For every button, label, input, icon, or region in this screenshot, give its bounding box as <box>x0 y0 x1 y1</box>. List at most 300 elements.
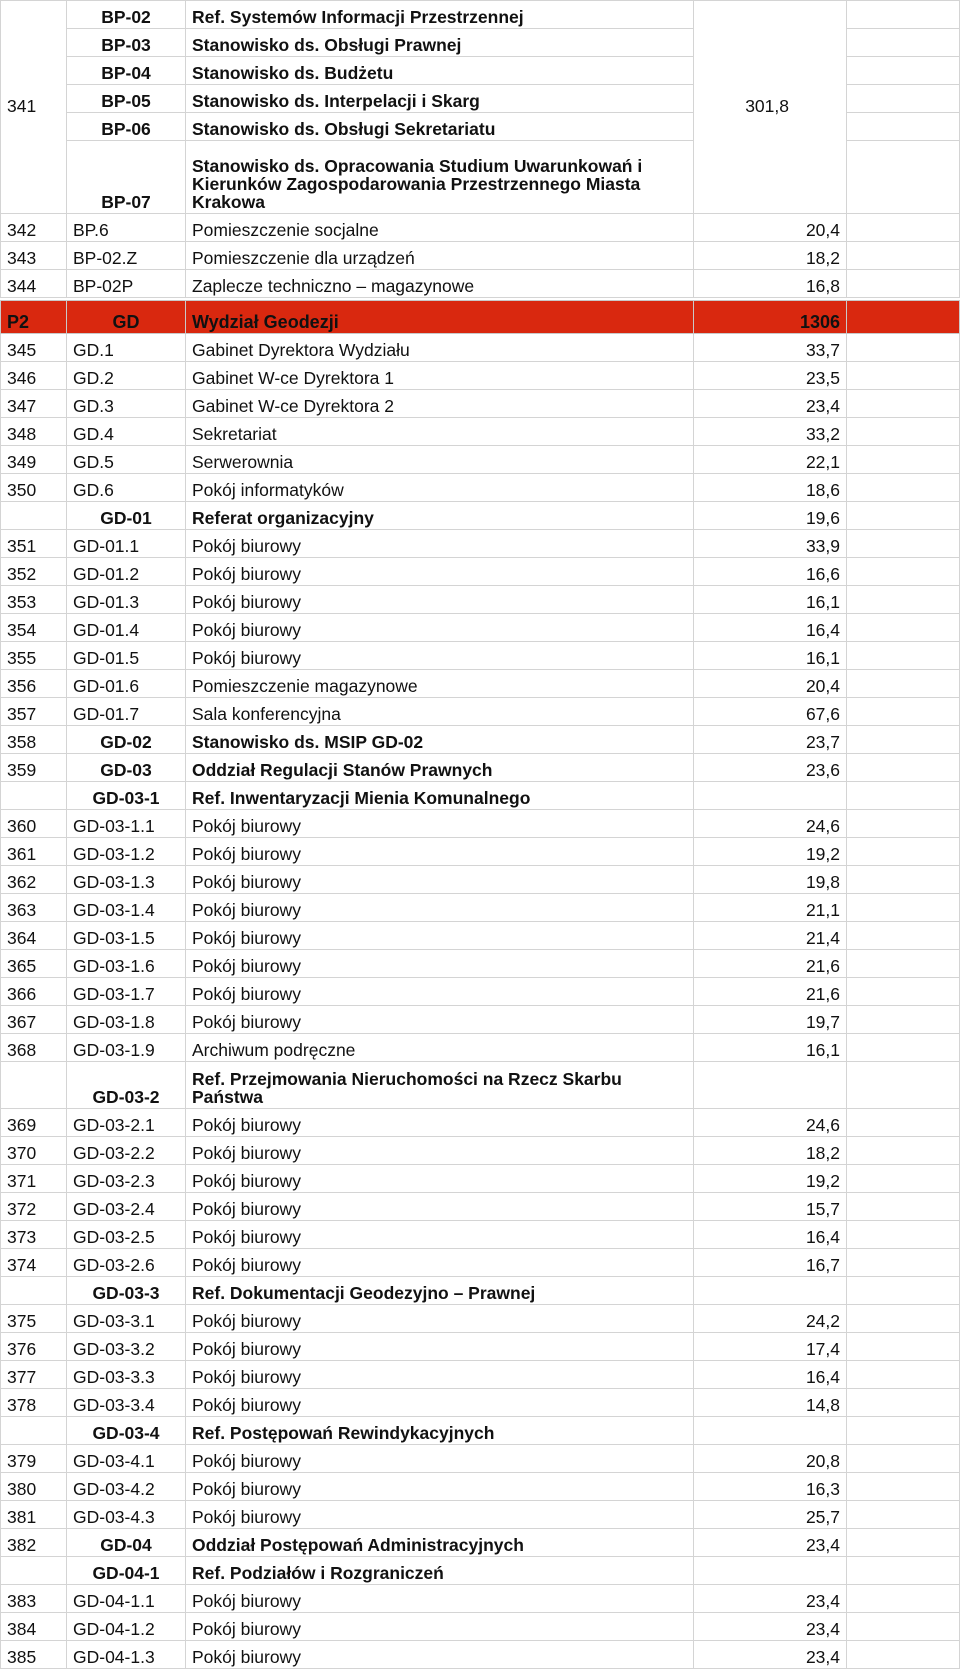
empty-cell <box>847 1193 960 1221</box>
room-number-cell: 358 <box>1 726 67 754</box>
unit-name-cell: Stanowisko ds. Budżetu <box>186 57 694 85</box>
unit-code-cell: BP-07 <box>67 141 186 214</box>
area-cell: 19,6 <box>694 502 847 530</box>
empty-cell <box>847 113 960 141</box>
room-number-cell: 385 <box>1 1641 67 1669</box>
empty-cell <box>847 978 960 1006</box>
room-name-cell: Pokój biurowy <box>186 642 694 670</box>
table-row <box>1 1165 960 1193</box>
area-cell: 19,8 <box>694 866 847 894</box>
area-cell: 16,7 <box>694 1249 847 1277</box>
room-name-cell: Gabinet W-ce Dyrektora 2 <box>186 390 694 418</box>
empty-cell <box>847 1165 960 1193</box>
unit-code-cell: BP-02 <box>67 1 186 29</box>
empty-cell <box>847 642 960 670</box>
room-number-cell: 356 <box>1 670 67 698</box>
empty-cell <box>847 242 960 270</box>
room-name-cell: Pokój biurowy <box>186 1006 694 1034</box>
room-code-cell: GD-03-2.3 <box>67 1165 186 1193</box>
room-number-cell: 370 <box>1 1137 67 1165</box>
table-row <box>1 586 960 614</box>
empty-cell <box>847 362 960 390</box>
room-number-cell: 355 <box>1 642 67 670</box>
table-row <box>1 1277 960 1305</box>
table-row <box>1 1193 960 1221</box>
area-cell <box>694 1557 847 1585</box>
area-cell <box>694 782 847 810</box>
table-row <box>1 754 960 782</box>
room-name-cell: Oddział Postępowań Administracyjnych <box>186 1529 694 1557</box>
room-code-cell: GD-03-1 <box>67 782 186 810</box>
empty-cell <box>847 1473 960 1501</box>
room-number-cell: 372 <box>1 1193 67 1221</box>
room-number-cell: 346 <box>1 362 67 390</box>
table-row <box>1 362 960 390</box>
room-name-cell: Oddział Regulacji Stanów Prawnych <box>186 754 694 782</box>
room-name-cell: Archiwum podręczne <box>186 1034 694 1062</box>
table-row <box>1 1529 960 1557</box>
table-row <box>1 726 960 754</box>
empty-cell <box>847 57 960 85</box>
main-table <box>0 300 960 1669</box>
room-name-cell: Pokój biurowy <box>186 1361 694 1389</box>
table-row <box>1 446 960 474</box>
room-name-cell: Ref. Dokumentacji Geodezyjno – Prawnej <box>186 1277 694 1305</box>
room-number-cell: 375 <box>1 1305 67 1333</box>
area-cell <box>694 1277 847 1305</box>
empty-cell <box>847 754 960 782</box>
room-code-cell: GD-03-4 <box>67 1417 186 1445</box>
room-number-cell <box>1 1417 67 1445</box>
room-code-cell: GD-03-3.2 <box>67 1333 186 1361</box>
empty-cell <box>847 214 960 242</box>
room-name-cell: Pokój biurowy <box>186 1473 694 1501</box>
unit-code-cell: BP-05 <box>67 85 186 113</box>
room-name-cell: Pokój biurowy <box>186 1501 694 1529</box>
empty-cell <box>847 1529 960 1557</box>
unit-code-cell: BP-03 <box>67 29 186 57</box>
room-code-cell: GD-01.2 <box>67 558 186 586</box>
room-name-cell: Pokój biurowy <box>186 950 694 978</box>
room-number-cell: 383 <box>1 1585 67 1613</box>
empty-cell <box>847 85 960 113</box>
room-code-cell: GD-01.6 <box>67 670 186 698</box>
empty-cell <box>847 1501 960 1529</box>
room-code-cell: GD-03-2 <box>67 1062 186 1109</box>
room-name-cell: Pokój informatyków <box>186 474 694 502</box>
room-name-cell: Gabinet W-ce Dyrektora 1 <box>186 362 694 390</box>
empty-cell <box>847 1585 960 1613</box>
table-row <box>1 1006 960 1034</box>
room-code-cell: GD-03-1.7 <box>67 978 186 1006</box>
table-row <box>1 1417 960 1445</box>
area-cell: 22,1 <box>694 446 847 474</box>
room-name-cell: Pokój biurowy <box>186 838 694 866</box>
room-code-cell: BP.6 <box>67 214 186 242</box>
room-code-cell: GD-01.1 <box>67 530 186 558</box>
room-name-cell: Pokój biurowy <box>186 1137 694 1165</box>
room-name-cell: Pokój biurowy <box>186 1333 694 1361</box>
area-cell: 23,7 <box>694 726 847 754</box>
area-cell: 16,4 <box>694 1361 847 1389</box>
table-row <box>1 978 960 1006</box>
room-code-cell: GD-01 <box>67 502 186 530</box>
room-code-cell: GD-03-2.1 <box>67 1109 186 1137</box>
room-code-cell: GD-03-3.4 <box>67 1389 186 1417</box>
room-number-cell: 341 <box>1 1 67 214</box>
room-code-cell: GD.4 <box>67 418 186 446</box>
room-code-cell: GD.5 <box>67 446 186 474</box>
room-number-cell: 373 <box>1 1221 67 1249</box>
unit-name-cell: Stanowisko ds. Interpelacji i Skarg <box>186 85 694 113</box>
table-row <box>1 558 960 586</box>
room-name-cell: Sekretariat <box>186 418 694 446</box>
area-cell: 18,6 <box>694 474 847 502</box>
room-code-cell: GD.2 <box>67 362 186 390</box>
room-code-cell: GD-03-2.2 <box>67 1137 186 1165</box>
department-header-row <box>1 301 960 334</box>
table-row <box>1 866 960 894</box>
room-code-cell: GD-03-1.1 <box>67 810 186 838</box>
empty-cell <box>847 1445 960 1473</box>
room-number-cell: 382 <box>1 1529 67 1557</box>
room-name-cell: Ref. Przejmowania Nieruchomości na Rzecz Skarbu Państwa <box>186 1062 694 1109</box>
room-number-cell: 351 <box>1 530 67 558</box>
room-name-cell: Ref. Inwentaryzacji Mienia Komunalnego <box>186 782 694 810</box>
room-name-cell: Zaplecze techniczno – magazynowe <box>186 270 694 298</box>
area-cell: 21,6 <box>694 978 847 1006</box>
empty-cell <box>847 446 960 474</box>
room-code-cell: GD-03-4.2 <box>67 1473 186 1501</box>
table-row <box>1 474 960 502</box>
table-row <box>1 418 960 446</box>
empty-cell <box>847 301 960 334</box>
room-code-cell: GD-03-3.3 <box>67 1361 186 1389</box>
room-name-cell: Ref. Postępowań Rewindykacyjnych <box>186 1417 694 1445</box>
room-name-cell: Pokój biurowy <box>186 1249 694 1277</box>
empty-cell <box>847 1109 960 1137</box>
room-code-cell: GD-03-4.3 <box>67 1501 186 1529</box>
room-code-cell: GD-03-2.6 <box>67 1249 186 1277</box>
room-number-cell: 350 <box>1 474 67 502</box>
empty-cell <box>847 530 960 558</box>
table-row <box>1 530 960 558</box>
area-cell: 16,4 <box>694 1221 847 1249</box>
department-name: Wydział Geodezji <box>186 301 694 334</box>
room-name-cell: Pokój biurowy <box>186 1109 694 1137</box>
area-cell: 16,4 <box>694 614 847 642</box>
table-row <box>1 1473 960 1501</box>
area-cell: 25,7 <box>694 1501 847 1529</box>
table-row <box>1 670 960 698</box>
empty-cell <box>847 1034 960 1062</box>
table-row <box>1 1361 960 1389</box>
table-row <box>1 1333 960 1361</box>
area-cell: 16,3 <box>694 1473 847 1501</box>
area-cell: 23,6 <box>694 754 847 782</box>
room-name-cell: Pokój biurowy <box>186 1389 694 1417</box>
area-cell: 16,1 <box>694 642 847 670</box>
room-number-cell: 357 <box>1 698 67 726</box>
room-name-cell: Pokój biurowy <box>186 614 694 642</box>
room-name-cell: Stanowisko ds. MSIP GD-02 <box>186 726 694 754</box>
room-code-cell: GD-03-2.5 <box>67 1221 186 1249</box>
table-row <box>1 1137 960 1165</box>
empty-cell <box>847 810 960 838</box>
room-name-cell: Pokój biurowy <box>186 978 694 1006</box>
room-code-cell: GD-03-1.9 <box>67 1034 186 1062</box>
room-code-cell: GD-03-1.6 <box>67 950 186 978</box>
room-name-cell: Serwerownia <box>186 446 694 474</box>
room-number-cell: 345 <box>1 334 67 362</box>
empty-cell <box>847 1557 960 1585</box>
table-row <box>1 810 960 838</box>
empty-cell <box>847 1249 960 1277</box>
table-row <box>1 1613 960 1641</box>
room-code-cell: GD.6 <box>67 474 186 502</box>
room-name-cell: Sala konferencyjna <box>186 698 694 726</box>
empty-cell <box>847 1417 960 1445</box>
area-cell: 19,7 <box>694 1006 847 1034</box>
room-code-cell: GD-02 <box>67 726 186 754</box>
table-row <box>1 642 960 670</box>
room-number-cell: 384 <box>1 1613 67 1641</box>
empty-cell <box>847 334 960 362</box>
room-code-cell: GD-03-2.4 <box>67 1193 186 1221</box>
room-number-cell: 349 <box>1 446 67 474</box>
table-row <box>1 1034 960 1062</box>
empty-cell <box>847 1613 960 1641</box>
room-name-cell: Pokój biurowy <box>186 558 694 586</box>
room-number-cell: 352 <box>1 558 67 586</box>
room-number-cell: 371 <box>1 1165 67 1193</box>
room-name-cell: Ref. Podziałów i Rozgraniczeń <box>186 1557 694 1585</box>
room-number-cell: 381 <box>1 1501 67 1529</box>
area-cell: 23,4 <box>694 1613 847 1641</box>
room-code-cell: GD-03-1.4 <box>67 894 186 922</box>
unit-name-cell: Stanowisko ds. Opracowania Studium Uwarunkowań i Kierunków Zagospodarowania Przestrzennego Miasta Krakowa <box>186 141 694 214</box>
room-number-cell <box>1 502 67 530</box>
room-name-cell: Pokój biurowy <box>186 530 694 558</box>
room-name-cell: Pomieszczenie socjalne <box>186 214 694 242</box>
table-row <box>1 1641 960 1669</box>
department-code: GD <box>67 301 186 334</box>
area-cell: 16,8 <box>694 270 847 298</box>
empty-cell <box>847 474 960 502</box>
area-cell: 16,1 <box>694 586 847 614</box>
area-cell <box>694 1062 847 1109</box>
area-cell: 19,2 <box>694 838 847 866</box>
room-number-cell: 354 <box>1 614 67 642</box>
room-code-cell: GD-03-3.1 <box>67 1305 186 1333</box>
room-number-cell: 363 <box>1 894 67 922</box>
room-name-cell: Pokój biurowy <box>186 1305 694 1333</box>
room-number-cell <box>1 1062 67 1109</box>
area-cell: 20,8 <box>694 1445 847 1473</box>
room-name-cell: Pokój biurowy <box>186 1585 694 1613</box>
room-number-cell: 359 <box>1 754 67 782</box>
room-number-cell: 380 <box>1 1473 67 1501</box>
area-cell: 23,4 <box>694 1585 847 1613</box>
empty-cell <box>847 670 960 698</box>
empty-cell <box>847 1 960 29</box>
table-row <box>1 838 960 866</box>
room-code-cell: GD-03-3 <box>67 1277 186 1305</box>
room-name-cell: Pomieszczenie dla urządzeń <box>186 242 694 270</box>
room-number-cell: 368 <box>1 1034 67 1062</box>
empty-cell <box>847 1277 960 1305</box>
room-code-cell: GD-01.5 <box>67 642 186 670</box>
room-name-cell: Pokój biurowy <box>186 1221 694 1249</box>
room-code-cell: GD-04-1.1 <box>67 1585 186 1613</box>
room-code-cell: BP-02P <box>67 270 186 298</box>
room-name-cell: Pokój biurowy <box>186 1165 694 1193</box>
table-row <box>1 782 960 810</box>
table-row <box>1 270 960 298</box>
area-cell: 19,2 <box>694 1165 847 1193</box>
room-code-cell: GD-03 <box>67 754 186 782</box>
floor-label: P2 <box>1 301 67 334</box>
empty-cell <box>847 838 960 866</box>
area-cell: 23,4 <box>694 390 847 418</box>
empty-cell <box>847 1006 960 1034</box>
area-cell: 33,2 <box>694 418 847 446</box>
room-number-cell <box>1 1557 67 1585</box>
empty-cell <box>847 922 960 950</box>
empty-cell <box>847 782 960 810</box>
room-number-cell: 362 <box>1 866 67 894</box>
room-code-cell: GD-04-1.3 <box>67 1641 186 1669</box>
area-cell: 23,4 <box>694 1529 847 1557</box>
area-cell: 17,4 <box>694 1333 847 1361</box>
room-code-cell: GD-03-1.5 <box>67 922 186 950</box>
room-code-cell: GD-03-1.2 <box>67 838 186 866</box>
room-number-cell: 348 <box>1 418 67 446</box>
room-name-cell: Gabinet Dyrektora Wydziału <box>186 334 694 362</box>
table-row <box>1 1109 960 1137</box>
empty-cell <box>847 1137 960 1165</box>
room-number-cell: 365 <box>1 950 67 978</box>
table-row <box>1 1389 960 1417</box>
empty-cell <box>847 270 960 298</box>
empty-cell <box>847 390 960 418</box>
table-row <box>1 214 960 242</box>
area-cell: 33,7 <box>694 334 847 362</box>
room-number-cell: 364 <box>1 922 67 950</box>
empty-cell <box>847 1389 960 1417</box>
table-row <box>1 1501 960 1529</box>
room-name-cell: Pokój biurowy <box>186 922 694 950</box>
room-code-cell: GD-04-1 <box>67 1557 186 1585</box>
empty-cell <box>847 1641 960 1669</box>
area-cell: 67,6 <box>694 698 847 726</box>
table-row <box>1 1585 960 1613</box>
empty-cell <box>847 698 960 726</box>
table-row <box>1 1557 960 1585</box>
area-cell: 18,2 <box>694 242 847 270</box>
area-cell: 21,6 <box>694 950 847 978</box>
empty-cell <box>847 894 960 922</box>
empty-cell <box>847 29 960 57</box>
empty-cell <box>847 502 960 530</box>
room-number-cell <box>1 782 67 810</box>
empty-cell <box>847 1062 960 1109</box>
table-row <box>1 1249 960 1277</box>
unit-name-cell: Stanowisko ds. Obsługi Sekretariatu <box>186 113 694 141</box>
room-name-cell: Referat organizacyjny <box>186 502 694 530</box>
area-cell: 15,7 <box>694 1193 847 1221</box>
room-number-cell: 379 <box>1 1445 67 1473</box>
empty-cell <box>847 1221 960 1249</box>
area-cell: 16,6 <box>694 558 847 586</box>
table-row <box>1 1305 960 1333</box>
table-row <box>1 894 960 922</box>
room-name-cell: Pokój biurowy <box>186 1641 694 1669</box>
table-row <box>1 334 960 362</box>
room-number-cell: 347 <box>1 390 67 418</box>
room-name-cell: Pokój biurowy <box>186 894 694 922</box>
room-number-cell: 378 <box>1 1389 67 1417</box>
empty-cell <box>847 866 960 894</box>
empty-cell <box>847 1361 960 1389</box>
empty-cell <box>847 614 960 642</box>
empty-cell <box>847 1333 960 1361</box>
empty-cell <box>847 558 960 586</box>
table-row <box>1 1 960 29</box>
empty-cell <box>847 950 960 978</box>
room-name-cell: Pokój biurowy <box>186 866 694 894</box>
unit-code-cell: BP-06 <box>67 113 186 141</box>
room-number-cell: 367 <box>1 1006 67 1034</box>
empty-cell <box>847 726 960 754</box>
table-row <box>1 1062 960 1109</box>
room-code-cell: GD-01.7 <box>67 698 186 726</box>
empty-cell <box>847 418 960 446</box>
unit-code-cell: BP-04 <box>67 57 186 85</box>
area-cell: 23,4 <box>694 1641 847 1669</box>
area-cell: 24,6 <box>694 1109 847 1137</box>
area-cell: 21,4 <box>694 922 847 950</box>
table-row <box>1 950 960 978</box>
unit-name-cell: Ref. Systemów Informacji Przestrzennej <box>186 1 694 29</box>
area-cell: 33,9 <box>694 530 847 558</box>
room-number-cell: 374 <box>1 1249 67 1277</box>
area-cell <box>694 1417 847 1445</box>
table-row <box>1 390 960 418</box>
area-cell: 20,4 <box>694 670 847 698</box>
room-name-cell: Pokój biurowy <box>186 1613 694 1641</box>
area-cell: 23,5 <box>694 362 847 390</box>
empty-cell <box>847 1305 960 1333</box>
room-number-cell: 369 <box>1 1109 67 1137</box>
area-cell: 21,1 <box>694 894 847 922</box>
table-row <box>1 922 960 950</box>
area-cell: 24,6 <box>694 810 847 838</box>
room-number-cell: 376 <box>1 1333 67 1361</box>
table-row <box>1 1445 960 1473</box>
room-name-cell: Pokój biurowy <box>186 586 694 614</box>
room-name-cell: Pokój biurowy <box>186 810 694 838</box>
table-row <box>1 614 960 642</box>
room-name-cell: Pokój biurowy <box>186 1445 694 1473</box>
room-number-cell: 360 <box>1 810 67 838</box>
room-number-cell: 353 <box>1 586 67 614</box>
area-cell: 18,2 <box>694 1137 847 1165</box>
table-row <box>1 242 960 270</box>
room-code-cell: GD.3 <box>67 390 186 418</box>
empty-cell <box>847 141 960 214</box>
department-area: 1306 <box>694 301 847 334</box>
